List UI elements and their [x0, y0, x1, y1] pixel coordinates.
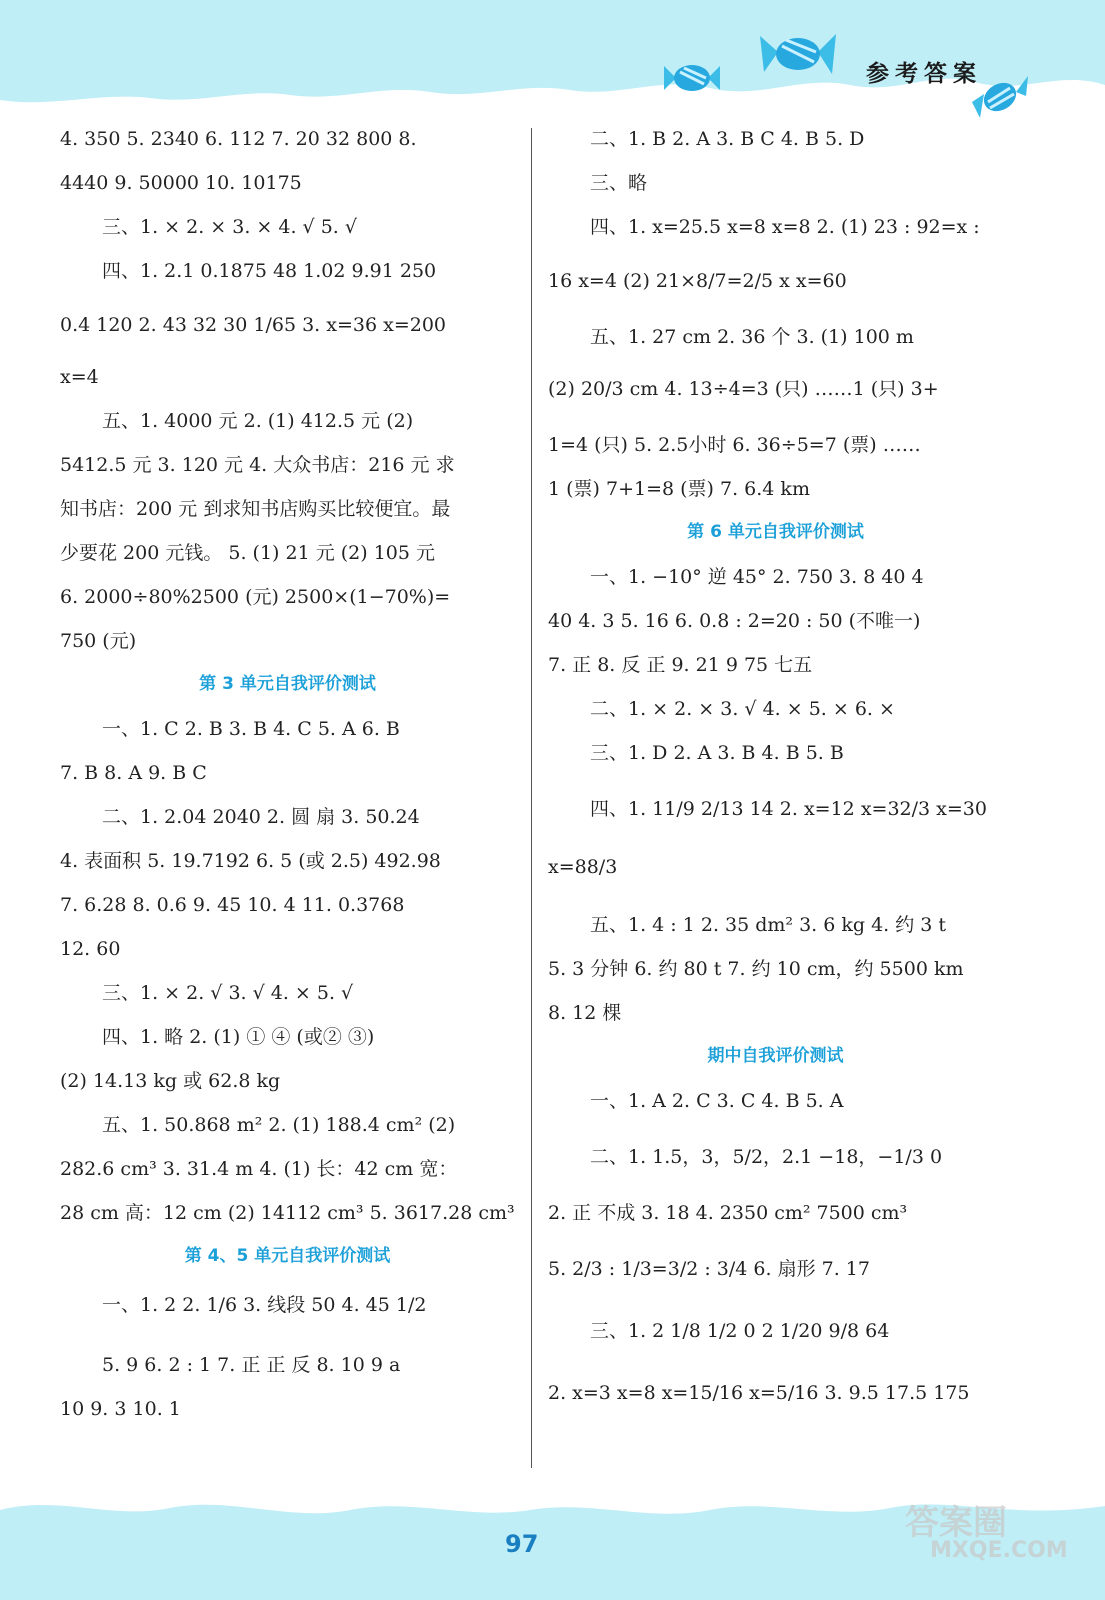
answer-line: 5. 9 6. 2 : 1 7. 正 正 反 8. 10 9 a [102, 1354, 401, 1376]
answer-line: 少要花 200 元钱。 5. (1) 21 元 (2) 105 元 [60, 542, 436, 564]
answer-line: 1 (票) 7+1=8 (票) 7. 6.4 km [548, 478, 810, 500]
answer-line: 12. 60 [60, 938, 121, 960]
answer-line: 五、1. 27 cm 2. 36 个 3. (1) 100 m [590, 326, 914, 348]
answer-line: 7. 正 8. 反 正 9. 21 9 75 七五 [548, 654, 813, 676]
answer-line: 四、1. 11/9 2/13 14 2. x=12 x=32/3 x=30 [590, 798, 987, 820]
answer-line: 7. 6.28 8. 0.6 9. 45 10. 4 11. 0.3768 [60, 894, 405, 916]
answer-line: 二、1. 2.04 2040 2. 圆 扇 3. 50.24 [102, 806, 420, 828]
candy-icon [662, 58, 722, 98]
answer-line: 一、1. A 2. C 3. C 4. B 5. A [590, 1090, 844, 1112]
header-title: 参考答案 [866, 61, 982, 87]
answer-line: 四、1. x=25.5 x=8 x=8 2. (1) 23 : 92=x : [590, 216, 980, 238]
answer-line: 一、1. 2 2. 1/6 3. 线段 50 4. 45 1/2 [102, 1294, 427, 1316]
answer-line: x=88/3 [548, 856, 618, 878]
answer-line: 二、1. × 2. × 3. √ 4. × 5. × 6. × [590, 698, 895, 720]
answer-line: 5. 3 分钟 6. 约 80 t 7. 约 10 cm，约 5500 km [548, 958, 964, 980]
section-heading: 第 3 单元自我评价测试 [199, 674, 376, 694]
answer-line: 282.6 cm³ 3. 31.4 m 4. (1) 长：42 cm 宽： [60, 1158, 458, 1180]
answer-line: 二、1. 1.5，3，5/2，2.1 −18，−1/3 0 [590, 1146, 943, 1168]
answer-line: (2) 20/3 cm 4. 13÷4=3 (只) ……1 (只) 3+ [548, 378, 939, 400]
answer-line: 7. B 8. A 9. B C [60, 762, 207, 784]
answer-line: 4. 表面积 5. 19.7192 6. 5 (或 2.5) 492.98 [60, 850, 441, 872]
answer-line: 1=4 (只) 5. 2.5小时 6. 36÷5=7 (票) …… [548, 434, 921, 456]
answer-line: 16 x=4 (2) 21×8/7=2/5 x x=60 [548, 270, 847, 292]
page-number: 97 [505, 1530, 539, 1558]
section-heading: 期中自我评价测试 [707, 1046, 844, 1066]
answer-line: 2. 正 不成 3. 18 4. 2350 cm² 7500 cm³ [548, 1202, 908, 1224]
answer-line: 8. 12 棵 [548, 1002, 622, 1024]
answer-line: (2) 14.13 kg 或 62.8 kg [60, 1070, 281, 1092]
answer-line: 五、1. 4000 元 2. (1) 412.5 元 (2) [102, 410, 414, 432]
left-column [60, 128, 515, 1442]
answer-line: 四、1. 略 2. (1) ① ④ (或② ③) [102, 1026, 375, 1048]
section-heading: 第 6 单元自我评价测试 [687, 522, 864, 542]
answer-line: 三、1. × 2. √ 3. √ 4. × 5. √ [102, 982, 354, 1004]
section-heading: 第 4、5 单元自我评价测试 [184, 1246, 391, 1266]
answer-line: 三、1. 2 1/8 1/2 0 2 1/20 9/8 64 [590, 1320, 890, 1342]
answer-line: 750 (元) [60, 630, 137, 652]
answer-line: 40 4. 3 5. 16 6. 0.8 : 2=20 : 50 (不唯一) [548, 610, 921, 632]
answer-line: x=4 [60, 366, 99, 388]
answer-line: 五、1. 4 : 1 2. 35 dm² 3. 6 kg 4. 约 3 t [590, 914, 947, 936]
answer-line: 10 9. 3 10. 1 [60, 1398, 181, 1420]
answer-line: 二、1. B 2. A 3. B C 4. B 5. D [590, 128, 865, 150]
answer-line: 一、1. C 2. B 3. B 4. C 5. A 6. B [102, 718, 400, 740]
answer-line: 五、1. 50.868 m² 2. (1) 188.4 cm² (2) [102, 1114, 456, 1136]
answer-line: 一、1. −10° 逆 45° 2. 750 3. 8 40 4 [590, 566, 924, 588]
answer-line: 三、略 [590, 172, 648, 194]
answer-line: 6. 2000÷80%2500 (元) 2500×(1−70%)= [60, 586, 451, 608]
column-divider [531, 128, 532, 1468]
right-column [548, 128, 1003, 1432]
answer-line: 2. x=3 x=8 x=15/16 x=5/16 3. 9.5 17.5 175 [548, 1382, 970, 1404]
watermark-url: MXQE.COM [930, 1538, 1068, 1563]
answer-line: 三、1. × 2. × 3. × 4. √ 5. √ [102, 216, 357, 238]
answer-line: 0.4 120 2. 43 32 30 1/65 3. x=36 x=200 [60, 314, 447, 336]
candy-icon [758, 30, 838, 80]
answer-line: 5. 2/3 : 1/3=3/2 : 3/4 6. 扇形 7. 17 [548, 1258, 870, 1280]
answer-line: 三、1. D 2. A 3. B 4. B 5. B [590, 742, 844, 764]
answer-line: 四、1. 2.1 0.1875 48 1.02 9.91 250 [102, 260, 437, 282]
answer-line: 知书店：200 元 到求知书店购买比较便宜。最 [60, 498, 451, 520]
answer-line: 5412.5 元 3. 120 元 4. 大众书店：216 元 求 [60, 454, 455, 476]
answer-line: 4440 9. 50000 10. 10175 [60, 172, 302, 194]
answer-line: 28 cm 高：12 cm (2) 14112 cm³ 5. 3617.28 cm³ [60, 1202, 515, 1224]
watermark-logo: 答案圈 [905, 1503, 1007, 1543]
answer-line: 4. 350 5. 2340 6. 112 7. 20 32 800 8. [60, 128, 417, 150]
